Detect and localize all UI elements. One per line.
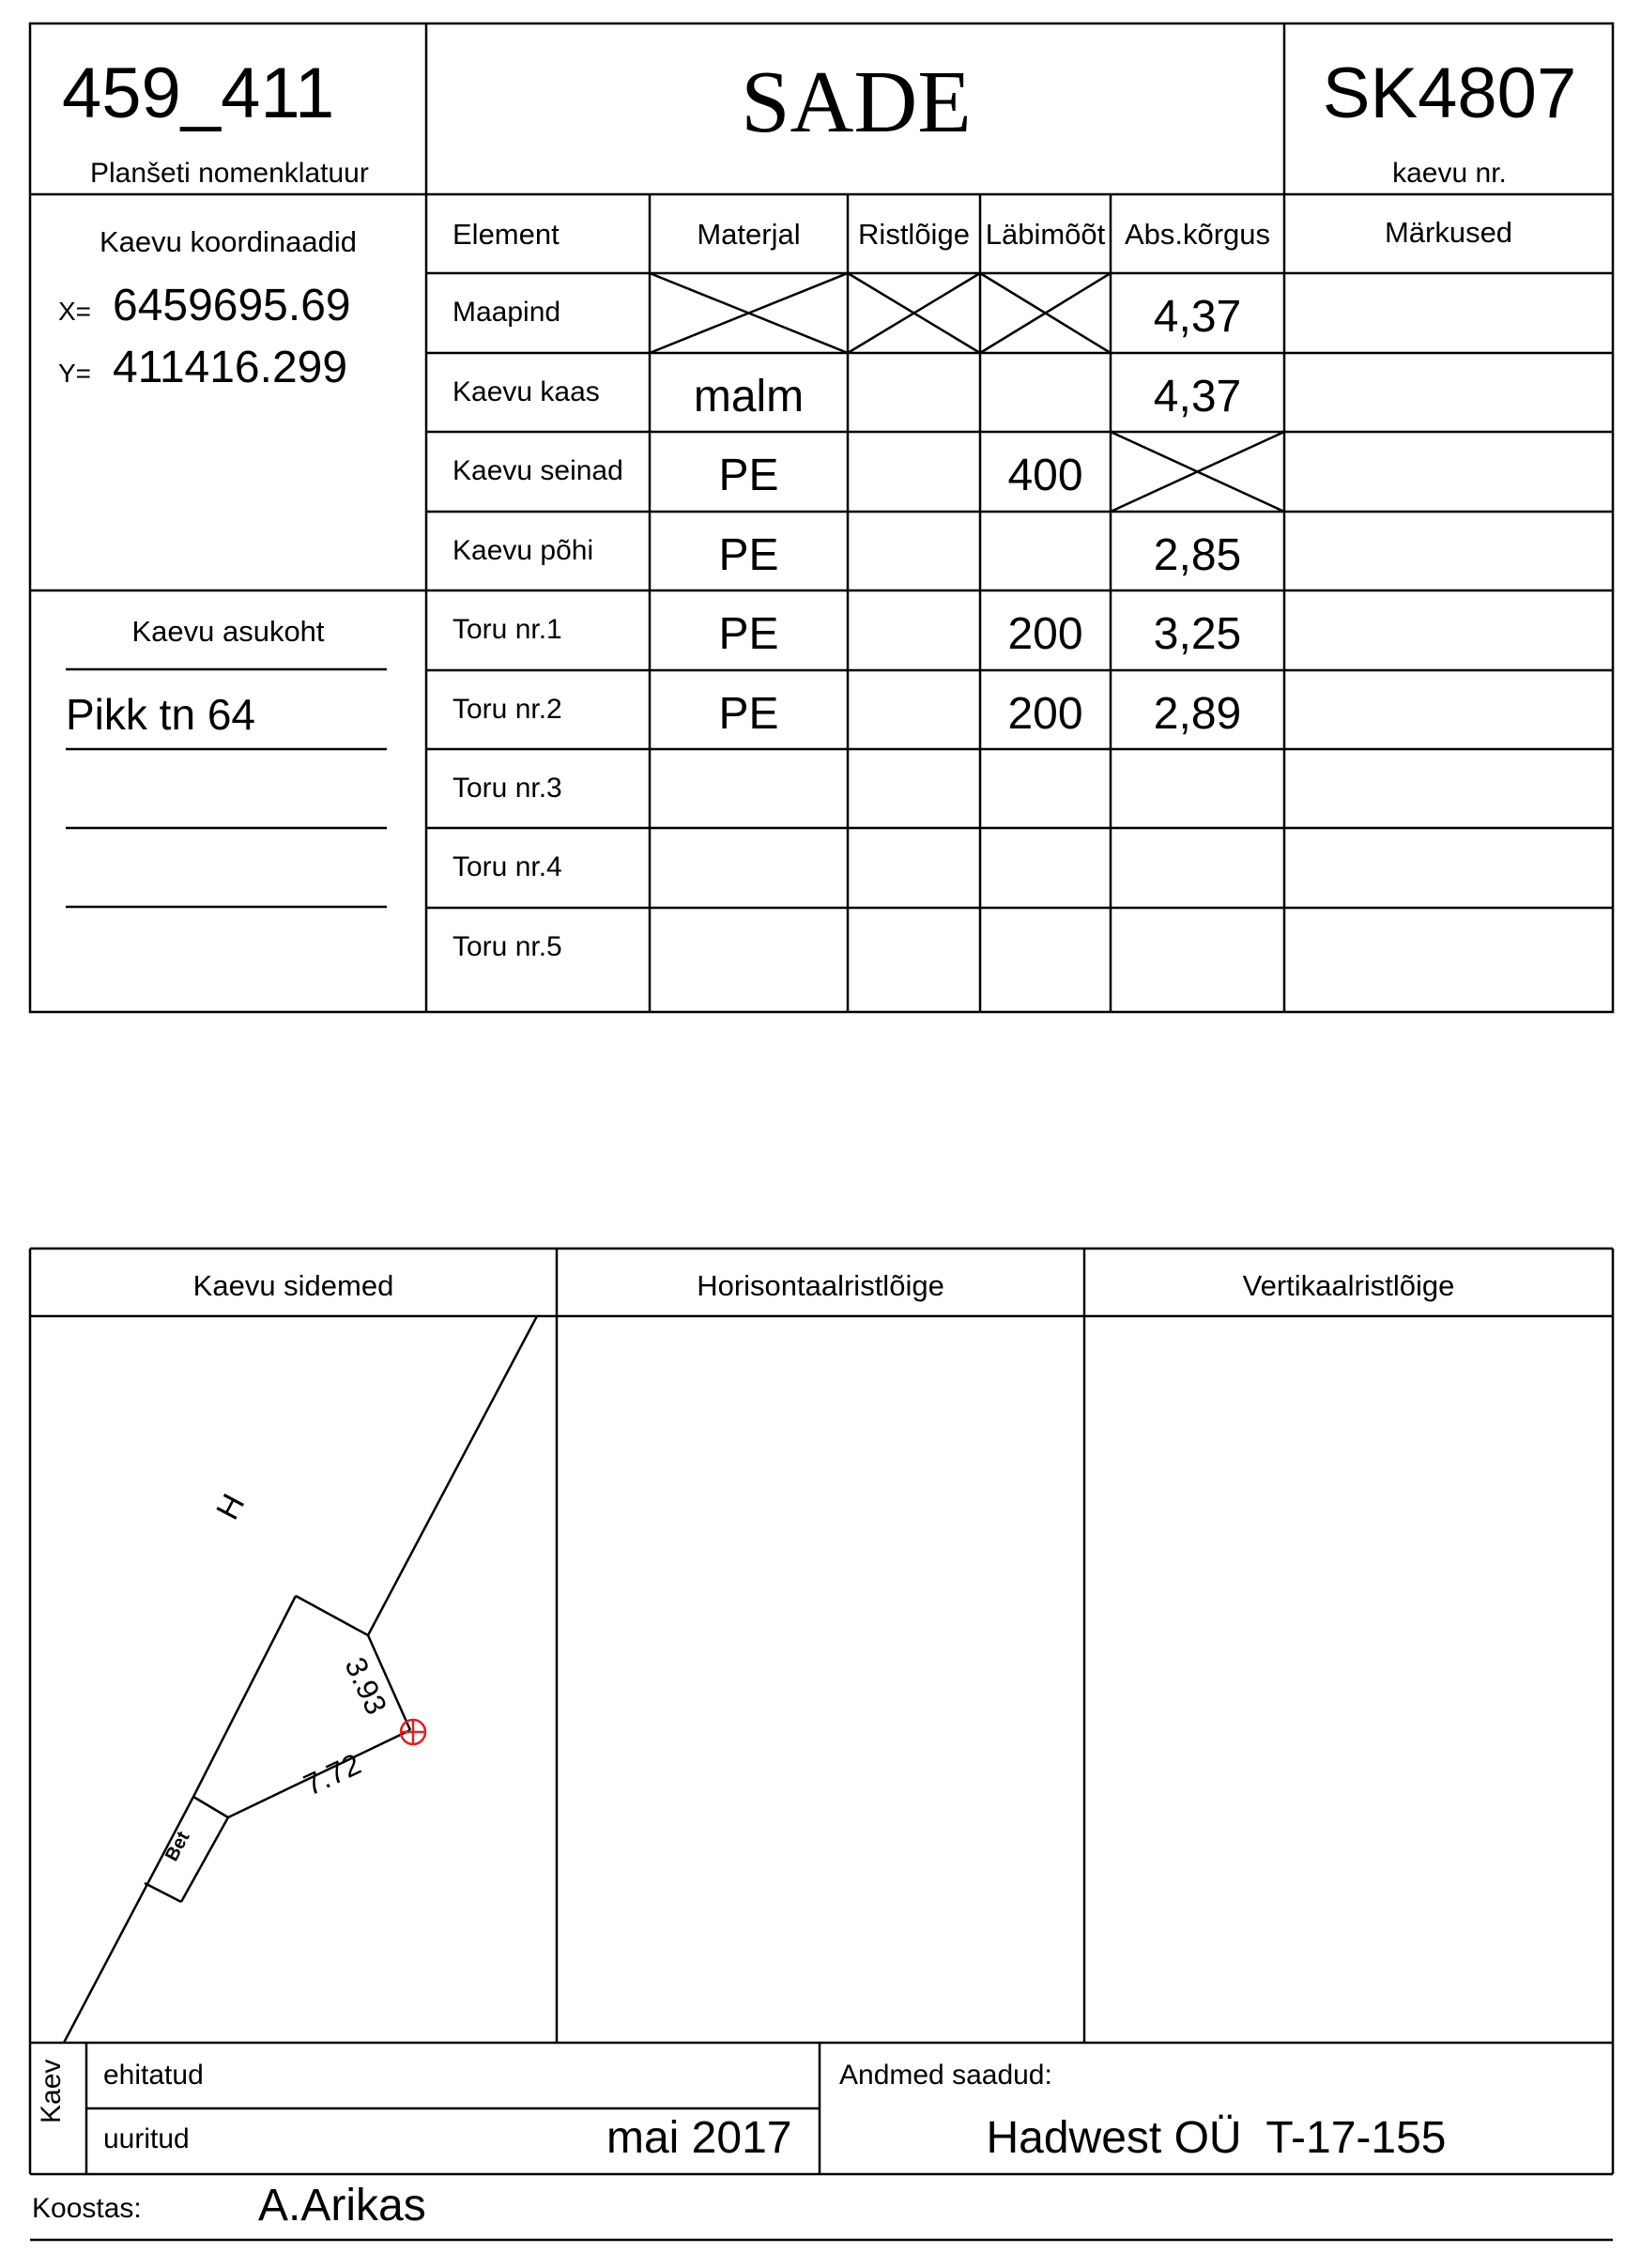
elevation-cell: 3,25 [1153, 609, 1242, 659]
well-symbol-icon [401, 1720, 425, 1744]
panel-header-vertical: Vertikaalristlõige [1242, 1269, 1455, 1302]
panel-header-links: Kaevu sidemed [192, 1269, 394, 1302]
table-row-label: Toru nr.2 [452, 694, 562, 725]
x-coordinate: 6459695.69 [113, 281, 351, 330]
well-number-label: kaevu nr. [1392, 158, 1507, 189]
table-row-label: Toru nr.4 [452, 851, 562, 882]
table-row-label: Toru nr.5 [452, 931, 562, 962]
sheet-nomenclature-label: Planšeti nomenklatuur [90, 158, 369, 189]
footer-built-label: ehitatud [103, 2060, 204, 2091]
well-number: SK4807 [1322, 54, 1577, 133]
y-prefix: Y= [58, 359, 92, 388]
material-cell: PE [718, 451, 779, 500]
dimension-label-1: 3.93 [338, 1652, 394, 1720]
diameter-cell: 400 [1007, 451, 1083, 500]
table-row-label: Toru nr.3 [452, 773, 562, 804]
panel-header-horizontal: Horisontaalristlõige [697, 1269, 944, 1302]
dimension-label-2: 7.72 [299, 1746, 366, 1802]
sheet-nomenclature: 459_411 [62, 54, 335, 133]
y-coordinate: 411416.299 [113, 343, 348, 392]
x-prefix: X= [58, 297, 92, 326]
coordinates-label: Kaevu koordinaadid [99, 225, 358, 258]
location-line-1: Pikk tn 64 [66, 690, 255, 739]
footer-data-source: Hadwest OÜ T-17-155 [986, 2113, 1447, 2163]
column-header-diameter: Läbimõõt [985, 218, 1106, 251]
sketch-label-bet: Bet [161, 1828, 194, 1865]
elevation-cell: 4,37 [1153, 372, 1242, 421]
footer-side-label: Kaev [36, 2059, 67, 2123]
footer-surveyed-label: uuritud [103, 2123, 190, 2154]
column-header-notes: Märkused [1384, 216, 1513, 249]
diameter-cell: 200 [1007, 609, 1083, 659]
material-cell: malm [693, 372, 805, 421]
table-row-label: Kaevu põhi [452, 535, 594, 566]
column-header-element: Element [452, 218, 560, 251]
elevation-cell: 2,85 [1153, 530, 1242, 580]
elevation-cell: 2,89 [1153, 689, 1242, 739]
diameter-cell: 200 [1007, 689, 1083, 739]
footer-surveyed-date: mai 2017 [606, 2113, 792, 2163]
elevation-cell: 4,37 [1153, 292, 1242, 342]
table-row-label: Toru nr.1 [452, 614, 562, 645]
material-cell: PE [718, 689, 779, 739]
footer-author: A.Arikas [258, 2181, 426, 2230]
sketch-label-h: H [209, 1488, 253, 1526]
footer-data-label: Andmed saadud: [839, 2060, 1052, 2091]
column-header-material: Materjal [697, 218, 801, 251]
table-row-label: Kaevu kaas [452, 376, 600, 407]
table-row-label: Kaevu seinad [452, 455, 623, 486]
table-row-label: Maapind [452, 297, 561, 328]
material-cell: PE [718, 609, 779, 659]
page-title: SADE [741, 54, 972, 151]
column-header-section: Ristlõige [858, 218, 970, 251]
footer-author-label: Koostas: [32, 2193, 142, 2224]
material-cell: PE [718, 530, 779, 580]
column-header-elevation: Abs.kõrgus [1124, 218, 1271, 251]
location-label: Kaevu asukoht [131, 615, 325, 648]
